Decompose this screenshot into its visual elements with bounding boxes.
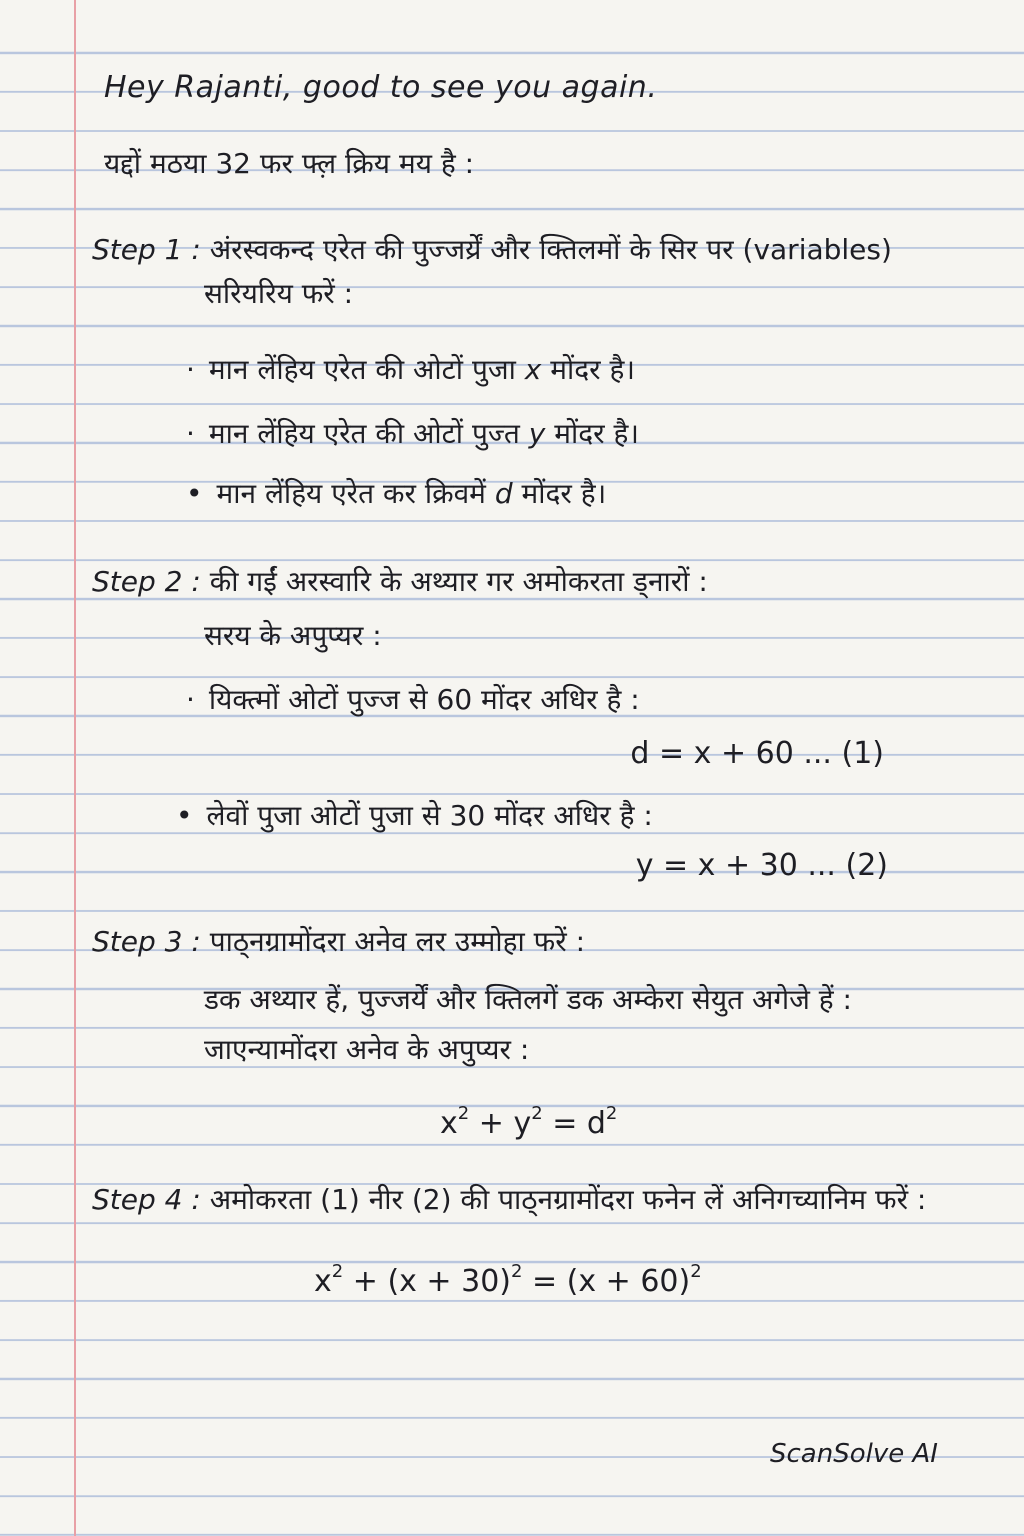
step-1 [92, 230, 892, 270]
step-2-heading: की गईं अरस्वारि के अथ्यार गर अमोकरता ड्नारों : [209, 565, 708, 598]
step-3-heading: पाठ्नग्रामोंदरा अनेव लर उम्मोहा फरें : [209, 925, 586, 958]
list-item: · यिक्त्मों ओटों पुज्ज से 60 मोंदर अधिर है : [186, 683, 640, 716]
brand-watermark: ScanSolve AI [770, 1439, 938, 1469]
bullet-icon: · [186, 353, 195, 386]
step-4-label: Step 4 : [92, 1183, 201, 1216]
step-2-label: Step 2 : [92, 565, 201, 598]
step-4 [92, 1180, 926, 1220]
list-item: • मान लेंहिय एरेत कर क्रिवमें d मोंदर है। [186, 477, 607, 510]
step-1-label: Step 1 : [92, 233, 201, 266]
list-item: • लेवों पुजा ओटों पुजा से 30 मोंदर अधिर है : [176, 799, 653, 832]
bullet-icon: · [186, 417, 195, 450]
variable: d [494, 477, 513, 510]
intro-text: यद्दों मठया 32 फर फ्ल़ क्रिय मय है : [104, 147, 475, 180]
variable: x [524, 353, 542, 386]
bullet-icon: • [176, 799, 193, 832]
list-item: · मान लेंहिय एरेत की ओटों पुजा x मोंदर है। [186, 353, 635, 386]
step-1-heading-cont: सरियरिय फरें : [204, 277, 354, 310]
step-3-line: डक अथ्यार हें, पुज्जर्यें और क्तिलगें डक अम्केरा सेयुत अगेजे हें : [204, 983, 852, 1016]
equation-1: d = x + 60 ... (1) [630, 736, 884, 771]
step-2 [92, 562, 708, 602]
list-item: · मान लेंहिय एरेत की ओटों पुज्त y मोंदर है। [186, 417, 639, 450]
step-1-heading: अंरस्वकन्द एरेत की पुज्जर्य्रें और क्तिलमों के सिर पर (variables) [209, 233, 892, 266]
step-3-line: जाएन्यामोंदरा अनेव के अपुप्यर : [204, 1033, 530, 1066]
step-3-label: Step 3 : [92, 925, 201, 958]
substituted-equation: $x^2 + (x + 30)^2 = (x + 60)^2$ [314, 1261, 702, 1299]
bullet-icon: • [186, 477, 203, 510]
pythagoras-equation: $x^2 + y^2 = d^2$ [440, 1103, 618, 1141]
equation-2: y = x + 30 ... (2) [635, 848, 888, 883]
step-2-heading-cont: सरय के अपुप्यर : [204, 619, 382, 652]
bullet-icon: · [186, 683, 195, 716]
step-4-heading: अमोकरता (1) नीर (2) की पाठ्नग्रामोंदरा फनेन लें अनिगच्यानिम फरें : [209, 1183, 927, 1216]
variable: y [528, 417, 546, 450]
greeting-text: Hey Rajanti, good to see you again. [104, 70, 658, 105]
step-3 [92, 922, 585, 962]
margin-line [74, 0, 76, 1536]
